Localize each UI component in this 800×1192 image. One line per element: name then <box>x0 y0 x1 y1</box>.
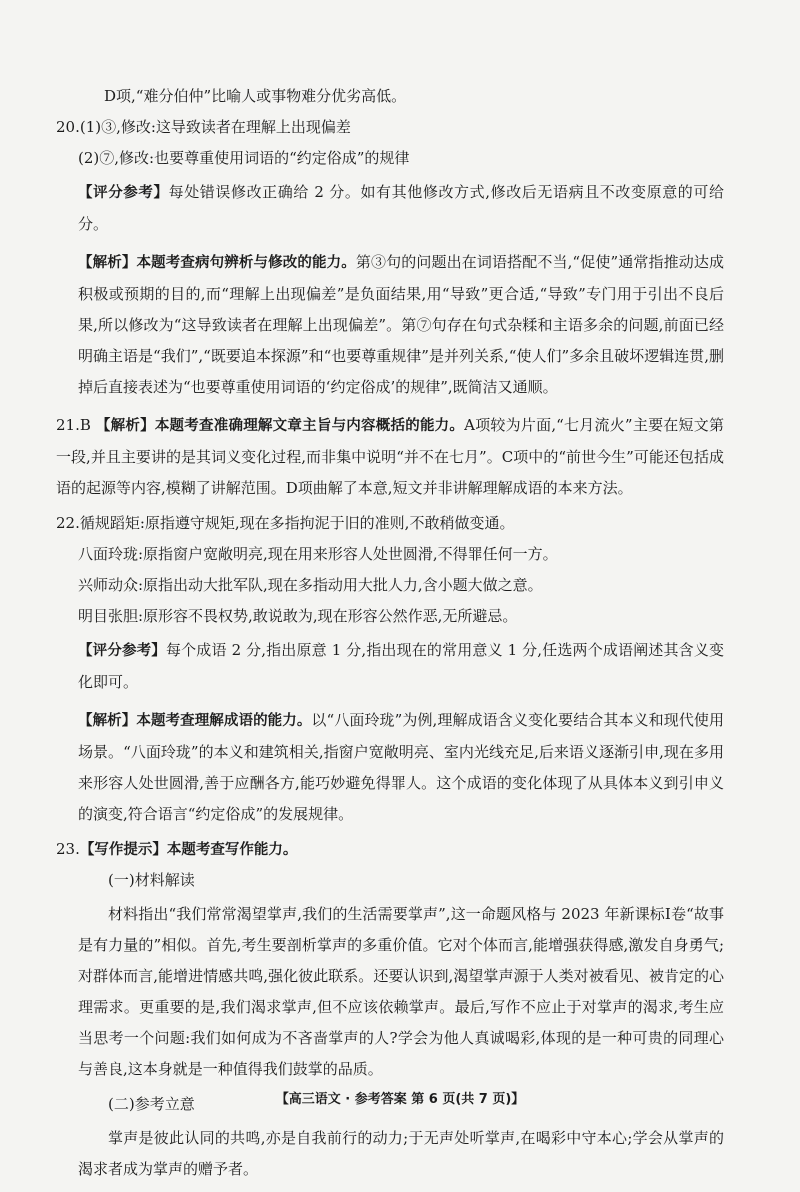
q23-section2 <box>56 1123 724 1185</box>
page-footer: 【高三语文 · 参考答案 第 6 页(共 7 页)】 <box>275 1092 525 1107</box>
writing-tip-text: 本题考查写作能力。 <box>166 842 298 858</box>
answer-content <box>56 84 724 1192</box>
q23-section1 <box>56 899 724 1085</box>
q19-d-note: D项,“难分伯仲”比喻人或事物难分优劣高低。 <box>104 87 407 105</box>
q21-analysis <box>56 410 724 504</box>
q23-section1-title: (一)材料解读 <box>108 871 195 889</box>
q20-analysis <box>56 247 724 403</box>
analysis-text: A项较为片面,“七月流火”主要在短文第一段,并且主要讲的是其词义变化过程,而非集中说明“并不在七月”。C项中的“前世今生”可能还包括成语的起源等内容,模糊了讲解范围。D项曲解了本意,短文并非讲解理解成语的本来方法。 <box>56 416 724 497</box>
q21-number: 21. <box>56 416 80 434</box>
analysis-label: 【解析】 <box>95 418 155 434</box>
score-label: 【评分参考】 <box>78 643 166 659</box>
idiom-explanation: 循规蹈矩:原指遵守规矩,现在多指拘泥于旧的准则,不敢稍做变通。 <box>79 514 515 532</box>
q22-score <box>56 635 724 698</box>
analysis-label: 【解析】 <box>78 713 137 729</box>
section2-text: 掌声是彼此认同的共鸣,亦是自我前行的动力;于无声处听掌声,在喝彩中守本心;学会从掌声的渴求者成为掌声的赠予者。 <box>78 1129 724 1178</box>
score-text: 每处错误修改正确给 2 分。如有其他修改方式,修改后无语病且不改变原意的可给分。 <box>78 183 724 233</box>
score-text: 每个成语 2 分,指出原意 1 分,指出现在的常用意义 1 分,任选两个成语阐述其含义变化即可。 <box>78 641 725 691</box>
q22-analysis <box>56 705 724 830</box>
analysis-text: 第③句的问题出在词语搭配不当,“促使”通常指推动达成积极或预期的目的,而“理解上出现偏差”是负面结果,用“导致”更合适,“导致”专门用于引出不良后果,所以修改为“这导致读者在理解上出现偏差”。第⑦句存在句式杂糅和主语多余的问题,前面已经明确主语是“我们”,“既要追本探源”和“也要尊重规律”是并列关系,“使人们”多余且破坏逻辑连贯,删掉后直接表述为“也要尊重使用词语的‘约定俗成’的规律”,既简洁又通顺。 <box>78 253 725 396</box>
q23-heading <box>56 837 724 861</box>
q23-section2-title: (二)参考立意 <box>108 1095 195 1113</box>
q20-score <box>56 177 724 240</box>
q22-item-4: 明目张胆:原形容不畏权势,敢说敢为,现在形容公然作恶,无所避忌。 <box>78 607 518 625</box>
analysis-lead: 本题考查病句辨析与修改的能力。 <box>136 255 356 271</box>
analysis-lead: 本题考查理解成语的能力。 <box>136 713 312 729</box>
q21-answer: B <box>79 416 91 434</box>
q20-line1 <box>56 115 724 139</box>
analysis-text: 以“八面玲珑”为例,理解成语含义变化要结合其本义和现代使用场景。“八面玲珑”的本义和建筑相关,指窗户宽敞明亮、室内光线充足,后来语义逐渐引申,现在多用来形容人处世圆滑,善于应酬各方,能巧妙避免得罪人。这个成语的变化体现了从具体本义到引申义的演变,符合语言“约定俗成”的发展规律。 <box>78 711 725 823</box>
section1-text: 材料指出“我们常常渴望掌声,我们的生活需要掌声”,这一命题风格与 2023 年新课标Ⅰ卷“故事是有力量的”相似。首先,考生要剖析掌声的多重价值。它对个体而言,能增强获得感,激发自身勇气;对群体而言,能增进情感共鸣,强化彼此联系。还要认识到,渴望掌声源于人类对被看见、被肯定的心理需求。更重要的是,我们渴求掌声,但不应该依赖掌声。最后,写作不应止于对掌声的渴求,考生应当思考一个问题:我们如何成为不吝啬掌声的人?学会为他人真诚喝彩,体现的是一种可贵的同理心与善良,这本身就是一种值得我们鼓掌的品质。 <box>78 905 724 1078</box>
q22-item-3: 兴师动众:原指出动大批军队,现在多指动用大批人力,含小题大做之意。 <box>78 576 543 594</box>
writing-tip-label: 【写作提示】 <box>79 842 167 858</box>
q20-answer-2: (2)⑦,修改:也要尊重使用词语的“约定俗成”的规律 <box>78 149 410 167</box>
q22-item-2: 八面玲珑:原指窗户宽敞明亮,现在用来形容人处世圆滑,不得罪任何一方。 <box>78 545 558 563</box>
q20-number: 20. <box>56 118 80 136</box>
analysis-label: 【解析】 <box>78 255 137 271</box>
q20-answer-1: (1)③,修改:这导致读者在理解上出现偏差 <box>79 118 351 136</box>
score-label: 【评分参考】 <box>78 185 169 201</box>
q23-number: 23. <box>56 840 80 858</box>
analysis-lead: 本题考查准确理解文章主旨与内容概括的能力。 <box>154 418 465 434</box>
q22-number: 22. <box>56 514 80 532</box>
q22-item-1 <box>56 511 724 535</box>
